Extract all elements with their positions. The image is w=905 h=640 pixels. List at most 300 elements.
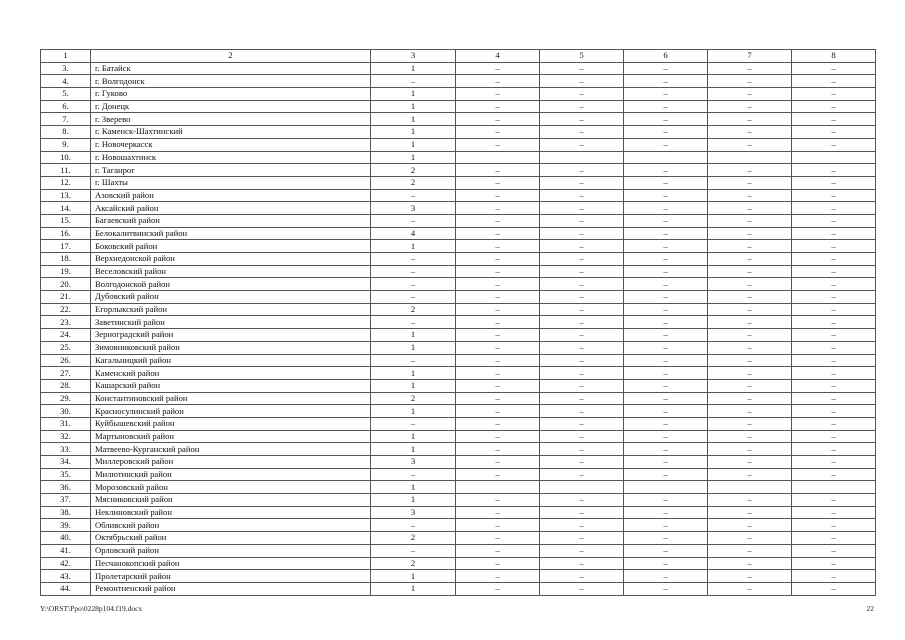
value-cell: – [792, 405, 876, 418]
territory-name-cell: г. Батайск [91, 62, 371, 75]
value-cell: 2 [371, 303, 456, 316]
value-cell: 1 [371, 367, 456, 380]
value-cell: – [708, 367, 792, 380]
value-cell: – [456, 278, 540, 291]
value-cell: – [792, 354, 876, 367]
value-cell: – [792, 468, 876, 481]
territory-name-cell: Октябрьский район [91, 532, 371, 545]
value-cell: – [456, 430, 540, 443]
table-row [41, 341, 876, 354]
row-number-cell: 19. [41, 265, 91, 278]
value-cell: – [371, 316, 456, 329]
territory-name-cell: Орловский район [91, 544, 371, 557]
table-row [41, 494, 876, 507]
row-number-cell: 31. [41, 417, 91, 430]
column-header: 6 [624, 50, 708, 63]
row-number-cell: 15. [41, 214, 91, 227]
value-cell: – [708, 392, 792, 405]
value-cell: – [624, 202, 708, 215]
value-cell: – [456, 468, 540, 481]
territory-name-cell: г. Волгодонск [91, 75, 371, 88]
value-cell: – [624, 329, 708, 342]
value-cell: – [624, 100, 708, 113]
value-cell: – [456, 265, 540, 278]
value-cell: – [371, 214, 456, 227]
value-cell: 1 [371, 100, 456, 113]
value-cell: – [371, 544, 456, 557]
value-cell: – [456, 354, 540, 367]
value-cell: – [456, 113, 540, 126]
territory-name-cell: Веселовский район [91, 265, 371, 278]
value-cell: – [792, 240, 876, 253]
value-cell: 1 [371, 494, 456, 507]
value-cell: – [371, 468, 456, 481]
value-cell: – [624, 379, 708, 392]
column-header: 1 [41, 50, 91, 63]
value-cell: – [540, 367, 624, 380]
value-cell: – [624, 227, 708, 240]
value-cell: – [456, 62, 540, 75]
value-cell: – [624, 582, 708, 595]
value-cell: – [456, 253, 540, 266]
territory-name-cell: Неклиновский район [91, 506, 371, 519]
territory-name-cell: Зерноградский район [91, 329, 371, 342]
row-number-cell: 39. [41, 519, 91, 532]
territory-name-cell: Дубовский район [91, 291, 371, 304]
territory-name-cell: Обливский район [91, 519, 371, 532]
table-row [41, 138, 876, 151]
column-header: 5 [540, 50, 624, 63]
value-cell: 1 [371, 582, 456, 595]
value-cell: – [792, 253, 876, 266]
value-cell: – [792, 100, 876, 113]
territory-name-cell: Красносулинский район [91, 405, 371, 418]
value-cell: – [792, 494, 876, 507]
value-cell: – [792, 417, 876, 430]
row-number-cell: 9. [41, 138, 91, 151]
value-cell: – [540, 113, 624, 126]
value-cell: – [456, 557, 540, 570]
value-cell: 3 [371, 456, 456, 469]
value-cell: – [708, 278, 792, 291]
value-cell: – [456, 88, 540, 101]
value-cell: – [792, 379, 876, 392]
territory-name-cell: Мартыновский район [91, 430, 371, 443]
value-cell: – [624, 62, 708, 75]
row-number-cell: 43. [41, 570, 91, 583]
value-cell: – [708, 582, 792, 595]
value-cell: – [456, 202, 540, 215]
territory-name-cell: Каменский район [91, 367, 371, 380]
value-cell: – [540, 341, 624, 354]
value-cell: – [708, 456, 792, 469]
value-cell: 2 [371, 532, 456, 545]
footer-file-path: Y:\ORST\Ppo\0228p104.f19.docx [40, 604, 143, 613]
territory-name-cell: Зимовниковский район [91, 341, 371, 354]
value-cell: – [456, 570, 540, 583]
value-cell: – [624, 138, 708, 151]
table-row [41, 570, 876, 583]
value-cell: 1 [371, 113, 456, 126]
value-cell: 1 [371, 329, 456, 342]
value-cell: – [792, 582, 876, 595]
value-cell: – [540, 544, 624, 557]
value-cell: – [792, 506, 876, 519]
table-row [41, 75, 876, 88]
value-cell: – [456, 417, 540, 430]
value-cell: – [624, 557, 708, 570]
row-number-cell: 18. [41, 253, 91, 266]
territory-name-cell: Боковский район [91, 240, 371, 253]
value-cell: – [708, 202, 792, 215]
value-cell: – [456, 164, 540, 177]
territory-name-cell: Мясниковский район [91, 494, 371, 507]
row-number-cell: 40. [41, 532, 91, 545]
table-row [41, 316, 876, 329]
value-cell: 1 [371, 62, 456, 75]
territory-name-cell: г. Новочеркасск [91, 138, 371, 151]
row-number-cell: 12. [41, 176, 91, 189]
value-cell: – [624, 506, 708, 519]
table-row [41, 151, 876, 164]
value-cell: – [792, 367, 876, 380]
value-cell: – [624, 253, 708, 266]
value-cell: – [708, 506, 792, 519]
table-row [41, 430, 876, 443]
row-number-cell: 7. [41, 113, 91, 126]
value-cell [540, 151, 624, 164]
row-number-cell: 34. [41, 456, 91, 469]
value-cell: – [708, 113, 792, 126]
value-cell: – [792, 570, 876, 583]
value-cell: – [456, 126, 540, 139]
table-row [41, 214, 876, 227]
value-cell: – [708, 240, 792, 253]
table-row [41, 519, 876, 532]
value-cell: 1 [371, 240, 456, 253]
value-cell: – [456, 189, 540, 202]
value-cell: 2 [371, 164, 456, 177]
value-cell: – [708, 329, 792, 342]
row-number-cell: 5. [41, 88, 91, 101]
territory-name-cell: Матвеево-Курганский район [91, 443, 371, 456]
value-cell: – [792, 88, 876, 101]
value-cell: 1 [371, 443, 456, 456]
value-cell: – [456, 316, 540, 329]
table-row [41, 164, 876, 177]
value-cell: – [708, 100, 792, 113]
value-cell: – [792, 430, 876, 443]
row-number-cell: 27. [41, 367, 91, 380]
value-cell: – [624, 240, 708, 253]
row-number-cell: 28. [41, 379, 91, 392]
value-cell: – [708, 214, 792, 227]
table-row [41, 557, 876, 570]
territory-name-cell: Азовский район [91, 189, 371, 202]
value-cell: – [540, 227, 624, 240]
territory-name-cell: Белокалитвинский район [91, 227, 371, 240]
value-cell: – [540, 303, 624, 316]
territory-name-cell: Морозовский район [91, 481, 371, 494]
column-header: 7 [708, 50, 792, 63]
row-number-cell: 14. [41, 202, 91, 215]
value-cell: – [708, 265, 792, 278]
value-cell: – [540, 582, 624, 595]
table-row [41, 379, 876, 392]
row-number-cell: 11. [41, 164, 91, 177]
value-cell: 2 [371, 176, 456, 189]
value-cell: – [624, 544, 708, 557]
table-body [41, 62, 876, 595]
value-cell: – [456, 405, 540, 418]
row-number-cell: 36. [41, 481, 91, 494]
row-number-cell: 26. [41, 354, 91, 367]
value-cell: – [371, 253, 456, 266]
territory-name-cell: Милютинский район [91, 468, 371, 481]
territory-name-cell: Верхнедонской район [91, 253, 371, 266]
value-cell: – [624, 164, 708, 177]
value-cell: – [624, 443, 708, 456]
value-cell [456, 481, 540, 494]
value-cell: – [540, 265, 624, 278]
value-cell: – [624, 392, 708, 405]
value-cell: – [792, 544, 876, 557]
header-row [41, 50, 876, 63]
value-cell: – [456, 329, 540, 342]
value-cell: – [456, 227, 540, 240]
value-cell [708, 481, 792, 494]
table-row [41, 176, 876, 189]
row-number-cell: 44. [41, 582, 91, 595]
value-cell: 1 [371, 88, 456, 101]
table-row [41, 456, 876, 469]
column-header: 3 [371, 50, 456, 63]
value-cell: – [792, 176, 876, 189]
value-cell: – [456, 214, 540, 227]
value-cell: – [540, 532, 624, 545]
value-cell: – [540, 329, 624, 342]
value-cell: – [540, 417, 624, 430]
value-cell: – [708, 138, 792, 151]
value-cell: 1 [371, 570, 456, 583]
territory-name-cell: г. Новошахтинск [91, 151, 371, 164]
value-cell: – [371, 291, 456, 304]
value-cell: – [624, 405, 708, 418]
table-row [41, 329, 876, 342]
value-cell: – [624, 176, 708, 189]
value-cell: – [708, 557, 792, 570]
row-number-cell: 21. [41, 291, 91, 304]
table-row [41, 367, 876, 380]
value-cell: – [708, 164, 792, 177]
value-cell: – [371, 265, 456, 278]
value-cell: 3 [371, 506, 456, 519]
value-cell: 1 [371, 151, 456, 164]
territory-name-cell: Ремонтненский район [91, 582, 371, 595]
value-cell: – [540, 189, 624, 202]
value-cell: – [540, 570, 624, 583]
value-cell: – [624, 316, 708, 329]
value-cell: – [456, 443, 540, 456]
value-cell: – [371, 189, 456, 202]
value-cell: 1 [371, 405, 456, 418]
value-cell: – [792, 164, 876, 177]
value-cell: 1 [371, 341, 456, 354]
column-header: 4 [456, 50, 540, 63]
value-cell: – [624, 367, 708, 380]
table-row [41, 88, 876, 101]
page-number: 22 [866, 604, 874, 613]
territory-name-cell: Багаевский район [91, 214, 371, 227]
row-number-cell: 25. [41, 341, 91, 354]
value-cell [540, 481, 624, 494]
table-row [41, 506, 876, 519]
value-cell: – [624, 468, 708, 481]
table-row [41, 240, 876, 253]
territory-name-cell: г. Таганрог [91, 164, 371, 177]
value-cell: – [456, 379, 540, 392]
value-cell: – [540, 240, 624, 253]
row-number-cell: 29. [41, 392, 91, 405]
table-row [41, 278, 876, 291]
value-cell: – [708, 570, 792, 583]
value-cell: – [792, 227, 876, 240]
value-cell: – [540, 100, 624, 113]
value-cell: – [456, 506, 540, 519]
value-cell: – [708, 316, 792, 329]
value-cell: – [624, 265, 708, 278]
territory-name-cell: г. Донецк [91, 100, 371, 113]
territory-name-cell: Заветинский район [91, 316, 371, 329]
value-cell: – [540, 291, 624, 304]
territory-name-cell: Кагальницкий район [91, 354, 371, 367]
value-cell: – [624, 519, 708, 532]
value-cell: – [792, 265, 876, 278]
row-number-cell: 35. [41, 468, 91, 481]
value-cell [624, 481, 708, 494]
value-cell: 2 [371, 392, 456, 405]
value-cell: – [456, 456, 540, 469]
row-number-cell: 33. [41, 443, 91, 456]
value-cell: – [540, 202, 624, 215]
value-cell: – [456, 303, 540, 316]
value-cell: – [624, 341, 708, 354]
value-cell: – [792, 291, 876, 304]
value-cell: – [456, 582, 540, 595]
value-cell: – [792, 62, 876, 75]
value-cell: – [792, 214, 876, 227]
value-cell: – [540, 405, 624, 418]
value-cell: – [371, 417, 456, 430]
value-cell: – [708, 253, 792, 266]
table-row [41, 354, 876, 367]
value-cell: – [708, 176, 792, 189]
value-cell: – [540, 126, 624, 139]
table-row [41, 582, 876, 595]
row-number-cell: 22. [41, 303, 91, 316]
value-cell: – [540, 379, 624, 392]
value-cell: – [456, 544, 540, 557]
value-cell: – [540, 176, 624, 189]
value-cell: – [371, 519, 456, 532]
value-cell: – [708, 468, 792, 481]
table-row [41, 303, 876, 316]
value-cell: – [456, 367, 540, 380]
value-cell: – [624, 189, 708, 202]
value-cell: 2 [371, 557, 456, 570]
value-cell: – [540, 443, 624, 456]
value-cell: – [540, 519, 624, 532]
row-number-cell: 24. [41, 329, 91, 342]
value-cell: – [540, 75, 624, 88]
value-cell: – [708, 430, 792, 443]
value-cell: – [456, 392, 540, 405]
value-cell: – [792, 329, 876, 342]
value-cell: – [792, 75, 876, 88]
table-row [41, 265, 876, 278]
table-row [41, 291, 876, 304]
column-header: 8 [792, 50, 876, 63]
row-number-cell: 16. [41, 227, 91, 240]
value-cell: – [708, 354, 792, 367]
value-cell: – [540, 557, 624, 570]
row-number-cell: 17. [41, 240, 91, 253]
territory-name-cell: Егорлыкский район [91, 303, 371, 316]
value-cell: – [540, 278, 624, 291]
table-row [41, 253, 876, 266]
territory-name-cell: Кашарский район [91, 379, 371, 392]
territory-name-cell: Миллеровский район [91, 456, 371, 469]
row-number-cell: 30. [41, 405, 91, 418]
table-row [41, 405, 876, 418]
territory-name-cell: Пролетарский район [91, 570, 371, 583]
value-cell: – [624, 430, 708, 443]
value-cell: – [456, 240, 540, 253]
value-cell: – [624, 303, 708, 316]
territory-name-cell: г. Каменск-Шахтинский [91, 126, 371, 139]
value-cell: – [540, 164, 624, 177]
value-cell: – [371, 354, 456, 367]
value-cell: – [708, 532, 792, 545]
value-cell: – [708, 494, 792, 507]
value-cell: – [792, 113, 876, 126]
value-cell: – [540, 494, 624, 507]
value-cell: – [708, 544, 792, 557]
row-number-cell: 3. [41, 62, 91, 75]
value-cell: – [624, 354, 708, 367]
value-cell: – [708, 62, 792, 75]
value-cell: – [792, 532, 876, 545]
row-number-cell: 37. [41, 494, 91, 507]
value-cell: – [456, 100, 540, 113]
value-cell: – [540, 214, 624, 227]
row-number-cell: 38. [41, 506, 91, 519]
value-cell: – [708, 126, 792, 139]
value-cell [792, 481, 876, 494]
value-cell: – [708, 189, 792, 202]
table-row [41, 443, 876, 456]
value-cell: – [456, 176, 540, 189]
table-row [41, 113, 876, 126]
table-row [41, 532, 876, 545]
value-cell: – [792, 392, 876, 405]
value-cell: – [456, 138, 540, 151]
value-cell [456, 151, 540, 164]
value-cell: – [792, 138, 876, 151]
value-cell: – [456, 341, 540, 354]
row-number-cell: 42. [41, 557, 91, 570]
value-cell: 1 [371, 126, 456, 139]
